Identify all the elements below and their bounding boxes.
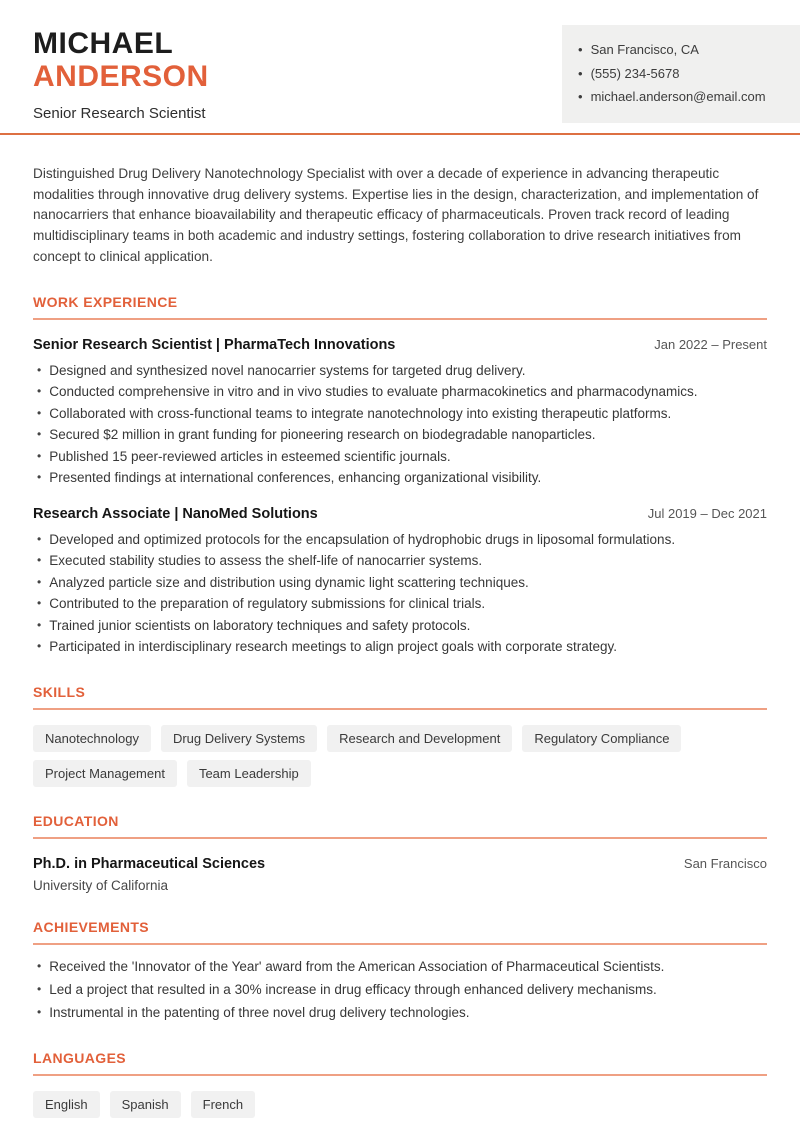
bullet-text: Developed and optimized protocols for the encapsulation of hydrophobic drugs in liposomal formulations.: [49, 531, 676, 547]
resume-body: [0, 164, 800, 1118]
skill-tag: Regulatory Compliance: [522, 725, 681, 752]
bullet-item: [33, 381, 767, 403]
section-work-experience: [33, 294, 767, 658]
section-languages: [33, 1050, 767, 1118]
section-achievements: [33, 919, 767, 1024]
job-bullet-list: [33, 529, 767, 658]
job-header: [33, 506, 767, 522]
bullet-text: Instrumental in the patenting of three novel drug delivery technologies.: [49, 1004, 470, 1020]
bullet-text: Conducted comprehensive in vitro and in vivo studies to evaluate pharmacokinetics and pharmacodynamics.: [49, 384, 698, 400]
bullet-item: [33, 955, 767, 978]
contact-item-text: San Francisco, CA: [590, 42, 699, 57]
contact-item-text: (555) 234-5678: [590, 65, 680, 81]
contact-item: [578, 38, 784, 62]
bullet-item: [33, 593, 767, 615]
skill-tag-list: [33, 725, 767, 787]
bullet-item: [33, 1001, 767, 1024]
bullet-text: Presented findings at international conferences, enhancing organizational visibility.: [49, 470, 542, 486]
bullet-item: [33, 360, 767, 382]
bullet-icon: •: [37, 427, 42, 442]
skill-tag: Team Leadership: [187, 760, 311, 787]
contact-item: [578, 85, 784, 109]
bullet-item: [33, 446, 767, 468]
bullet-icon: •: [37, 958, 42, 973]
language-tag: Spanish: [110, 1091, 181, 1118]
section-heading-education: EDUCATION: [33, 812, 119, 829]
bullet-item: [33, 550, 767, 572]
section-heading-languages: LANGUAGES: [33, 1049, 127, 1066]
bullet-icon: •: [578, 89, 583, 104]
job-entry: [33, 337, 767, 489]
job-dates: Jul 2019 – Dec 2021: [647, 505, 767, 521]
bullet-text: Published 15 peer-reviewed articles in esteemed scientific journals.: [49, 448, 451, 464]
summary-text: Distinguished Drug Delivery Nanotechnology Specialist with over a decade of experience in advancing therapeutic modalities through innovative drug delivery systems. Expertise lies in the design, characterization, and implementation of nanocarriers that enhance bioavailability and therapeutic efficacy of pharmaceuticals. Proven track record of leading multidisciplinary teams in both academic and industry settings, fostering collaboration to drive research initiatives from concept to clinical application.: [33, 166, 759, 264]
last-name: ANDERSON: [33, 60, 209, 93]
bullet-icon: •: [37, 596, 42, 611]
bullet-item: [33, 424, 767, 446]
bullet-text: Trained junior scientists on laboratory techniques and safety protocols.: [49, 617, 471, 633]
bullet-item: [33, 529, 767, 551]
section-heading-skills: SKILLS: [33, 683, 86, 700]
section-divider: [33, 943, 767, 945]
bullet-item: [33, 615, 767, 637]
bullet-icon: •: [37, 448, 42, 463]
education-location: San Francisco: [683, 855, 767, 871]
bullet-icon: •: [37, 362, 42, 377]
bullet-icon: •: [37, 553, 42, 568]
header-job-title: Senior Research Scientist: [33, 105, 206, 122]
resume-header: [0, 0, 800, 133]
section-heading-achievements: ACHIEVEMENTS: [33, 918, 150, 935]
contact-card: [562, 25, 800, 123]
bullet-item: [33, 978, 767, 1001]
language-tag: English: [33, 1091, 100, 1118]
language-tag: French: [191, 1091, 255, 1118]
bullet-text: Designed and synthesized novel nanocarrier systems for targeted drug delivery.: [49, 362, 526, 378]
bullet-icon: •: [578, 65, 583, 81]
section-education: [33, 813, 767, 893]
bullet-text: Contributed to the preparation of regulatory submissions for clinical trials.: [49, 596, 486, 612]
section-divider: [33, 318, 767, 320]
skill-tag: Nanotechnology: [33, 725, 151, 752]
bullet-item: [33, 467, 767, 489]
bullet-icon: •: [37, 639, 42, 654]
section-skills: [33, 684, 767, 787]
bullet-icon: •: [37, 531, 42, 546]
bullet-icon: •: [578, 42, 583, 57]
first-name: MICHAEL: [33, 27, 174, 60]
language-tag-list: [33, 1091, 767, 1118]
section-divider: [33, 708, 767, 710]
job-bullet-list: [33, 360, 767, 489]
bullet-icon: •: [37, 384, 42, 399]
bullet-icon: •: [37, 1004, 42, 1019]
contact-item: [578, 62, 784, 86]
bullet-text: Led a project that resulted in a 30% increase in drug efficacy through enhanced delivery mechanisms.: [49, 981, 657, 997]
bullet-item: [33, 403, 767, 425]
bullet-item: [33, 572, 767, 594]
bullet-icon: •: [37, 617, 42, 632]
skill-tag: Project Management: [33, 760, 177, 787]
degree-title: Ph.D. in Pharmaceutical Sciences: [33, 855, 266, 872]
skill-tag: Research and Development: [327, 725, 512, 752]
bullet-text: Analyzed particle size and distribution using dynamic light scattering techniques.: [49, 574, 529, 590]
bullet-text: Executed stability studies to assess the shelf-life of nanocarrier systems.: [49, 553, 483, 569]
bullet-text: Received the 'Innovator of the Year' award from the American Association of Pharmaceutical Scientists.: [49, 958, 665, 974]
job-title: Research Associate | NanoMed Solutions: [33, 505, 318, 522]
bullet-item: [33, 636, 767, 658]
bullet-icon: •: [37, 470, 42, 485]
bullet-text: Participated in interdisciplinary research meetings to align project goals with corporate strategy.: [49, 639, 617, 655]
job-entry: [33, 506, 767, 658]
job-title: Senior Research Scientist | PharmaTech Innovations: [33, 336, 396, 353]
bullet-text: Collaborated with cross-functional teams to integrate nanotechnology into existing therapeutic platforms.: [49, 405, 672, 421]
header-divider: [0, 133, 800, 135]
job-dates: Jan 2022 – Present: [654, 336, 767, 352]
skill-tag: Drug Delivery Systems: [161, 725, 317, 752]
section-divider: [33, 1074, 767, 1076]
achievement-list: [33, 955, 767, 1024]
school-name: University of California: [33, 877, 169, 893]
education-entry: [33, 856, 767, 872]
bullet-icon: •: [37, 574, 42, 589]
bullet-icon: •: [37, 405, 42, 420]
contact-item-text: michael.anderson@email.com: [590, 89, 766, 104]
section-divider: [33, 837, 767, 839]
bullet-icon: •: [37, 981, 42, 996]
bullet-text: Secured $2 million in grant funding for pioneering research on biodegradable nanoparticles.: [49, 427, 596, 443]
job-header: [33, 337, 767, 353]
section-heading-work: WORK EXPERIENCE: [33, 293, 178, 310]
